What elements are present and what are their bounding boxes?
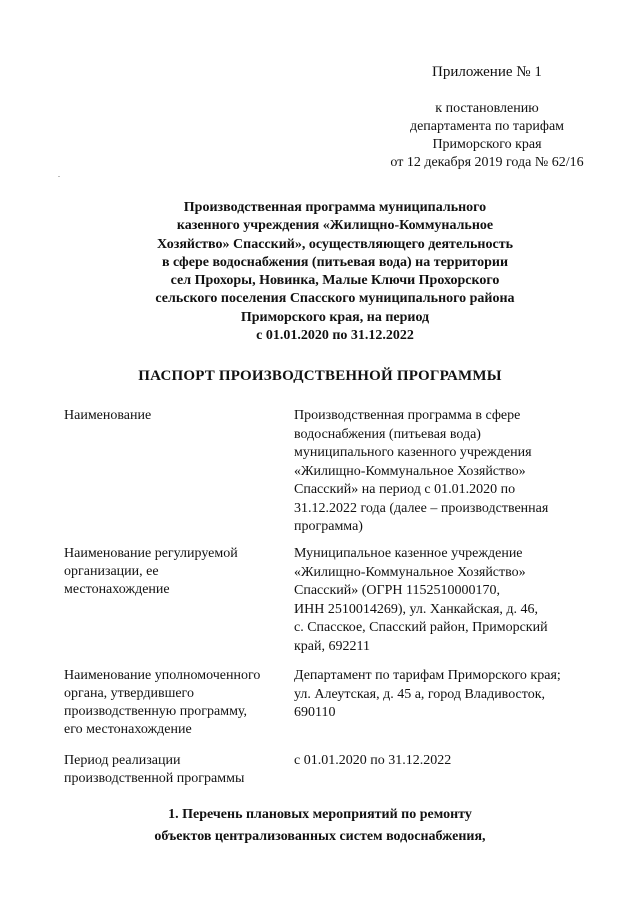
passport-row-name-label <box>64 407 289 425</box>
title-line: в сфере водоснабжения (питьевая вода) на территории <box>161 254 509 270</box>
label-line: местонахождение <box>64 582 170 597</box>
label-line: Период реализации <box>64 753 181 768</box>
section-heading-line: объектов централизованных систем водоснабжения, <box>154 829 486 844</box>
label-line: Наименование уполномоченного <box>64 668 261 683</box>
appendix-ref-line: к постановлению <box>435 101 539 116</box>
value-line: водоснабжения (питьевая вода) <box>294 426 481 442</box>
value-line: муниципального казенного учреждения <box>294 445 532 460</box>
title-line: сел Прохоры, Новинка, Малые Ключи Прохорского <box>170 273 500 289</box>
appendix-number: Приложение № 1 <box>432 64 542 80</box>
passport-row-organization-label <box>64 545 289 599</box>
value-line: ИНН 2510014269), ул. Ханкайская, д. 46, <box>294 601 539 617</box>
appendix-ref-line: от 12 декабря 2019 года № 62/16 <box>390 155 584 170</box>
label-line: Наименование регулируемой <box>64 546 238 561</box>
value-line: «Жилищно-Коммунальное Хозяйство» <box>294 564 526 580</box>
document-title <box>100 199 570 345</box>
appendix-ref-line: департамента по тарифам <box>409 119 565 134</box>
passport-heading: ПАСПОРТ ПРОИЗВОДСТВЕННОЙ ПРОГРАММЫ <box>138 368 502 384</box>
value-line: программа) <box>294 519 363 534</box>
value-line: Департамент по тарифам Приморского края; <box>294 668 561 683</box>
label-line: Наименование <box>64 408 152 423</box>
passport-row-organization-value <box>294 545 594 656</box>
section-heading-line: 1. Перечень плановых мероприятий по ремонту <box>168 807 472 822</box>
value-line: 690110 <box>294 705 336 720</box>
passport-row-period-value <box>294 752 594 771</box>
scan-speck <box>58 176 60 177</box>
title-line: с 01.01.2020 по 31.12.2022 <box>256 328 414 344</box>
label-line: производственную программу, <box>64 704 248 719</box>
passport-row-period-label <box>64 752 289 788</box>
value-line: 31.12.2022 года (далее – производственная <box>294 500 549 516</box>
title-line: казенного учреждения «Жилищно-Коммунальное <box>176 218 494 234</box>
label-line: организации, ее <box>64 564 159 579</box>
value-line: с 01.01.2020 по 31.12.2022 <box>294 753 452 768</box>
value-line: Спасский» на период с 01.01.2020 по <box>294 482 516 497</box>
value-line: Муниципальное казенное учреждение <box>294 546 523 561</box>
value-line: «Жилищно-Коммунальное Хозяйство» <box>294 463 526 479</box>
label-line: органа, утвердившего <box>64 686 194 701</box>
section-1-heading <box>0 804 640 848</box>
passport-row-authority-value <box>294 667 594 723</box>
value-line: с. Спасское, Спасский район, Приморский <box>294 620 548 635</box>
appendix-ref-line: Приморского края <box>432 137 542 152</box>
passport-row-authority-label <box>64 667 289 739</box>
title-line: Производственная программа муниципального <box>183 200 487 215</box>
value-line: ул. Алеутская, д. 45 а, город Владивосток, <box>294 686 545 702</box>
value-line: Спасский» (ОГРН 1152510000170, <box>294 583 501 598</box>
title-line: Приморского края, на период <box>240 309 430 325</box>
label-line: его местонахождение <box>64 722 192 737</box>
title-line: сельского поселения Спасского муниципального района <box>155 291 515 307</box>
value-line: край, 692211 <box>294 638 370 654</box>
value-line: Производственная программа в сфере <box>294 408 521 423</box>
label-line: производственной программы <box>64 771 245 786</box>
passport-row-name-value <box>294 407 594 537</box>
title-line: Хозяйство» Спасский», осуществляющего деятельность <box>157 236 513 252</box>
appendix-reference <box>372 100 602 172</box>
